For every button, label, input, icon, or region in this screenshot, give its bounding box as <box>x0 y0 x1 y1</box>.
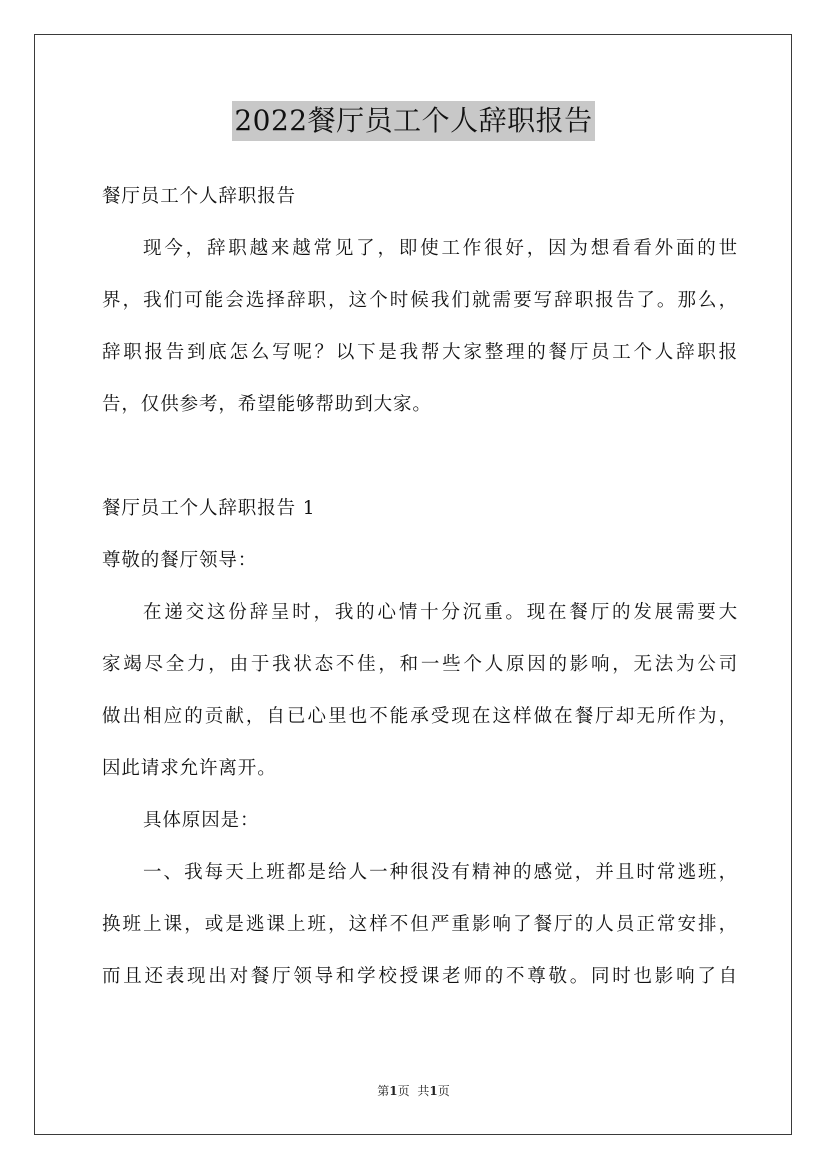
paragraph-line: 因此请求允许离开。 <box>102 758 277 779</box>
title-container <box>0 101 827 141</box>
salutation: 尊敬的餐厅领导： <box>102 550 258 571</box>
intro-line: 告，仅供参考，希望能够帮助到大家。 <box>102 394 432 415</box>
paragraph-line: 换班上课，或是逃课上班，这样不但严重影响了餐厅的人员正常安排， <box>102 914 738 935</box>
page-footer <box>0 1082 827 1099</box>
document-body <box>102 171 738 1003</box>
total-prefix: 共 <box>417 1084 430 1098</box>
page-number: 1 <box>389 1084 398 1098</box>
intro-line: 辞职报告到底怎么写呢？以下是我帮大家整理的餐厅员工个人辞职报 <box>102 342 738 363</box>
section-heading: 餐厅员工个人辞职报告 1 <box>102 498 316 519</box>
intro-line: 现今，辞职越来越常见了，即使工作很好，因为想看看外面的世 <box>143 238 738 259</box>
paragraph-line: 家竭尽全力，由于我状态不佳，和一些个人原因的影响，无法为公司 <box>102 654 738 675</box>
total-suffix: 页 <box>437 1084 450 1098</box>
paragraph-gap <box>102 431 738 483</box>
page-suffix: 页 <box>397 1084 410 1098</box>
document-title: 2022餐厅员工个人辞职报告 <box>232 101 594 141</box>
intro-line: 界，我们可能会选择辞职，这个时候我们就需要写辞职报告了。那么， <box>102 290 738 311</box>
paragraph-line: 而且还表现出对餐厅领导和学校授课老师的不尊敬。同时也影响了自 <box>102 966 738 987</box>
document-subtitle: 餐厅员工个人辞职报告 <box>102 186 297 207</box>
page-prefix: 第 <box>377 1084 390 1098</box>
paragraph-line: 在递交这份辞呈时，我的心情十分沉重。现在餐厅的发展需要大 <box>143 602 738 623</box>
paragraph-line: 具体原因是： <box>143 810 260 831</box>
total-pages: 1 <box>429 1084 438 1098</box>
paragraph-line: 一、我每天上班都是给人一种很没有精神的感觉，并且时常逃班， <box>143 862 738 883</box>
paragraph-line: 做出相应的贡献，自已心里也不能承受现在这样做在餐厅却无所作为， <box>102 706 738 727</box>
